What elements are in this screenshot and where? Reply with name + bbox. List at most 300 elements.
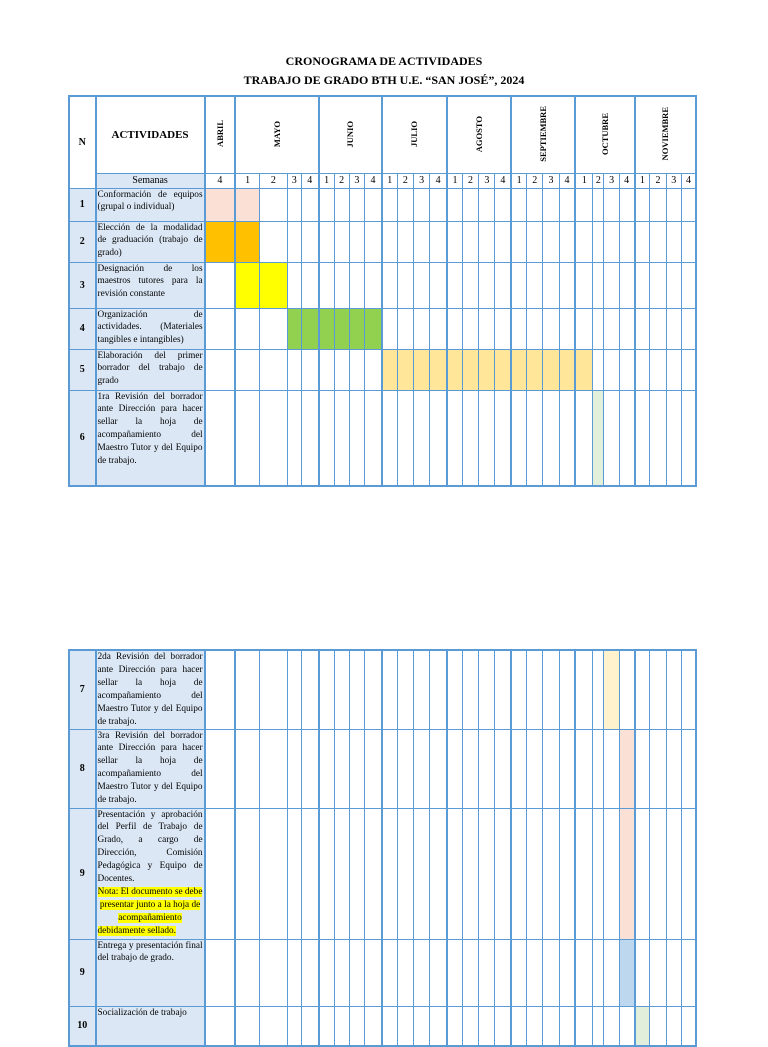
schedule-cell <box>604 349 619 390</box>
schedule-cell <box>666 650 681 729</box>
activity-row <box>69 939 696 1006</box>
schedule-cell <box>495 650 511 729</box>
activity-description-cell <box>96 349 205 390</box>
schedule-cell <box>382 729 397 808</box>
activity-description-cell <box>96 1006 205 1046</box>
schedule-cell <box>301 729 318 808</box>
activity-row <box>69 308 696 349</box>
schedule-cell <box>495 390 511 486</box>
schedule-cell <box>635 650 650 729</box>
month-label: AGOSTO <box>474 115 485 152</box>
month-label: OCTUBRE <box>599 112 610 155</box>
schedule-cell <box>319 1006 334 1046</box>
schedule-cell <box>349 308 364 349</box>
week-number: 1 <box>511 173 526 188</box>
schedule-cell <box>559 262 575 308</box>
schedule-cell <box>559 650 575 729</box>
schedule-cell <box>575 808 592 939</box>
schedule-cell <box>479 221 495 262</box>
schedule-cell <box>235 390 259 486</box>
schedule-cell <box>430 390 447 486</box>
week-number: 3 <box>349 173 364 188</box>
activity-number: 3 <box>69 262 96 308</box>
month-label: JULIO <box>409 120 420 147</box>
schedule-cell <box>527 308 543 349</box>
schedule-cell <box>430 262 447 308</box>
schedule-cell <box>635 349 650 390</box>
week-number: 4 <box>430 173 447 188</box>
schedule-cell <box>635 808 650 939</box>
schedule-cell <box>650 308 666 349</box>
schedule-cell <box>349 349 364 390</box>
week-number: 1 <box>382 173 397 188</box>
weeks-header-row <box>69 173 696 188</box>
week-number: 3 <box>543 173 559 188</box>
schedule-cell <box>604 808 619 939</box>
schedule-cell <box>462 939 478 1006</box>
schedule-cell <box>334 262 349 308</box>
schedule-cell <box>511 808 526 939</box>
schedule-cell <box>462 262 478 308</box>
week-number: 2 <box>650 173 666 188</box>
activity-number: 7 <box>69 650 96 729</box>
schedule-cell <box>527 650 543 729</box>
month-header <box>575 96 634 173</box>
schedule-cell <box>235 262 259 308</box>
schedule-cell <box>650 650 666 729</box>
activity-number: 6 <box>69 390 96 486</box>
schedule-cell <box>635 939 650 1006</box>
schedule-cell <box>413 349 429 390</box>
schedule-cell <box>511 221 526 262</box>
schedule-cell <box>205 188 236 221</box>
schedule-cell <box>527 390 543 486</box>
schedule-cell <box>205 390 236 486</box>
schedule-cell <box>260 221 288 262</box>
schedule-cell <box>334 349 349 390</box>
schedule-cell <box>319 650 334 729</box>
schedule-cell <box>319 729 334 808</box>
schedule-cell <box>681 650 696 729</box>
schedule-cell <box>462 808 478 939</box>
schedule-cell <box>447 729 462 808</box>
schedule-cell <box>604 1006 619 1046</box>
week-number: 4 <box>205 173 236 188</box>
schedule-cell <box>382 390 397 486</box>
schedule-cell <box>447 939 462 1006</box>
schedule-cell <box>543 808 559 939</box>
week-number: 1 <box>635 173 650 188</box>
schedule-cell <box>349 188 364 221</box>
schedule-cell <box>650 188 666 221</box>
schedule-cell <box>635 188 650 221</box>
schedule-cell <box>593 262 604 308</box>
schedule-cell <box>543 1006 559 1046</box>
activity-description-cell <box>96 939 205 1006</box>
schedule-cell <box>413 221 429 262</box>
column-header-n: N <box>69 96 96 188</box>
schedule-cell <box>287 262 301 308</box>
schedule-cell <box>365 221 382 262</box>
schedule-cell <box>260 308 288 349</box>
schedule-cell <box>382 1006 397 1046</box>
month-label: MAYO <box>271 120 282 147</box>
activity-description-cell <box>96 262 205 308</box>
schedule-cell <box>205 939 236 1006</box>
schedule-cell <box>527 262 543 308</box>
activity-description: Socialización de trabajo <box>97 1007 187 1018</box>
schedule-cell <box>575 939 592 1006</box>
schedule-cell <box>666 729 681 808</box>
schedule-cell <box>413 808 429 939</box>
schedule-cell <box>413 939 429 1006</box>
schedule-cell <box>382 188 397 221</box>
schedule-cell <box>495 349 511 390</box>
activity-row <box>69 188 696 221</box>
schedule-cell <box>650 221 666 262</box>
schedule-cell <box>604 939 619 1006</box>
activity-number: 4 <box>69 308 96 349</box>
activity-row <box>69 349 696 390</box>
schedule-cell <box>559 1006 575 1046</box>
schedule-cell <box>593 188 604 221</box>
schedule-cell <box>650 262 666 308</box>
activity-row <box>69 729 696 808</box>
schedule-cell <box>462 221 478 262</box>
schedule-cell <box>593 729 604 808</box>
schedule-cell <box>650 808 666 939</box>
schedule-cell <box>527 939 543 1006</box>
schedule-cell <box>235 188 259 221</box>
schedule-cell <box>235 308 259 349</box>
activity-description: 2da Revisión del borrador ante Dirección para hacer sellar la hoja de acompañamiento del Maestro Tutor y del Equipo de trabajo. <box>97 652 203 727</box>
week-number: 4 <box>559 173 575 188</box>
schedule-cell <box>397 939 413 1006</box>
week-number: 1 <box>575 173 592 188</box>
schedule-cell <box>235 939 259 1006</box>
schedule-cell <box>604 262 619 308</box>
week-number: 1 <box>235 173 259 188</box>
schedule-cell <box>447 308 462 349</box>
schedule-cell <box>334 650 349 729</box>
schedule-cell <box>413 262 429 308</box>
schedule-cell <box>365 729 382 808</box>
schedule-cell <box>287 390 301 486</box>
activity-number: 9 <box>69 939 96 1006</box>
schedule-cell <box>650 1006 666 1046</box>
activity-number: 9 <box>69 808 96 939</box>
activity-row <box>69 221 696 262</box>
schedule-cell <box>413 390 429 486</box>
schedule-cell <box>495 939 511 1006</box>
activity-description-cell <box>96 808 205 939</box>
schedule-cell <box>479 808 495 939</box>
schedule-cell <box>635 221 650 262</box>
schedule-cell <box>604 188 619 221</box>
schedule-cell <box>287 221 301 262</box>
schedule-cell <box>365 262 382 308</box>
week-number: 1 <box>447 173 462 188</box>
schedule-cell <box>604 308 619 349</box>
schedule-cell <box>462 188 478 221</box>
schedule-cell <box>681 808 696 939</box>
schedule-cell <box>205 262 236 308</box>
schedule-cell <box>287 349 301 390</box>
schedule-cell <box>604 221 619 262</box>
schedule-cell <box>635 729 650 808</box>
activity-row <box>69 808 696 939</box>
schedule-cell <box>593 939 604 1006</box>
schedule-cell <box>619 308 634 349</box>
schedule-cell <box>666 262 681 308</box>
schedule-cell <box>559 221 575 262</box>
schedule-cell <box>430 1006 447 1046</box>
week-number: 3 <box>287 173 301 188</box>
schedule-cell <box>593 221 604 262</box>
schedule-cell <box>559 188 575 221</box>
schedule-cell <box>495 221 511 262</box>
schedule-cell <box>593 349 604 390</box>
schedule-cell <box>462 1006 478 1046</box>
schedule-cell <box>575 390 592 486</box>
schedule-cell <box>430 939 447 1006</box>
activity-row <box>69 390 696 486</box>
activity-description-cell <box>96 221 205 262</box>
schedule-cell <box>666 308 681 349</box>
schedule-cell <box>235 729 259 808</box>
schedule-cell <box>205 349 236 390</box>
schedule-cell <box>301 390 318 486</box>
column-header-activities: ACTIVIDADES <box>96 96 205 173</box>
schedule-cell <box>301 349 318 390</box>
month-header <box>235 96 319 173</box>
schedule-cell <box>635 390 650 486</box>
schedule-cell <box>511 650 526 729</box>
schedule-cell <box>619 349 634 390</box>
schedule-cell <box>479 349 495 390</box>
schedule-cell <box>527 349 543 390</box>
schedule-cell <box>205 1006 236 1046</box>
schedule-cell <box>511 1006 526 1046</box>
schedule-cell <box>430 308 447 349</box>
schedule-cell <box>681 939 696 1006</box>
activity-description: Designación de los maestros tutores para la revisión constante <box>97 263 203 300</box>
schedule-cell <box>447 1006 462 1046</box>
document-title: CRONOGRAMA DE ACTIVIDADES <box>285 54 483 68</box>
schedule-cell <box>635 1006 650 1046</box>
schedule-cell <box>260 650 288 729</box>
schedule-cell <box>397 308 413 349</box>
schedule-cell <box>349 650 364 729</box>
month-header-row <box>69 96 696 173</box>
schedule-cell <box>681 349 696 390</box>
schedule-cell <box>575 262 592 308</box>
schedule-cell <box>319 188 334 221</box>
schedule-cell <box>334 1006 349 1046</box>
schedule-cell <box>575 729 592 808</box>
schedule-cell <box>619 188 634 221</box>
schedule-cell <box>334 729 349 808</box>
schedule-cell <box>527 1006 543 1046</box>
schedule-cell <box>397 262 413 308</box>
schedule-cell <box>543 650 559 729</box>
schedule-cell <box>447 221 462 262</box>
schedule-cell <box>319 349 334 390</box>
schedule-cell <box>575 650 592 729</box>
schedule-cell <box>349 262 364 308</box>
schedule-cell <box>301 808 318 939</box>
schedule-cell <box>397 390 413 486</box>
schedule-cell <box>397 1006 413 1046</box>
schedule-cell <box>287 188 301 221</box>
schedule-cell <box>430 188 447 221</box>
schedule-cell <box>681 308 696 349</box>
schedule-cell <box>575 221 592 262</box>
schedule-cell <box>543 939 559 1006</box>
activity-description-cell <box>96 729 205 808</box>
schedule-cell <box>495 262 511 308</box>
schedule-cell <box>260 729 288 808</box>
schedule-cell <box>559 349 575 390</box>
schedule-cell <box>681 390 696 486</box>
schedule-cell <box>430 808 447 939</box>
month-label: SEPTIEMBRE <box>538 105 549 162</box>
schedule-cell <box>235 808 259 939</box>
schedule-cell <box>619 650 634 729</box>
schedule-cell <box>479 729 495 808</box>
schedule-cell <box>559 308 575 349</box>
activity-description: 1ra Revisión del borrador ante Dirección para hacer sellar la hoja de acompañamiento del Maestro Tutor y del Equipo de trabajo. <box>97 391 203 467</box>
schedule-cell <box>462 308 478 349</box>
schedule-cell <box>205 729 236 808</box>
schedule-cell <box>319 308 334 349</box>
activity-description: 3ra Revisión del borrador ante Dirección para hacer sellar la hoja de acompañamiento del Maestro Tutor y del Equipo de trabajo. <box>97 730 203 806</box>
activity-row <box>69 262 696 308</box>
schedule-cell <box>593 390 604 486</box>
activity-description-cell <box>96 308 205 349</box>
schedule-cell <box>511 729 526 808</box>
schedule-cell <box>511 390 526 486</box>
schedule-cell <box>301 308 318 349</box>
month-header <box>382 96 447 173</box>
schedule-cell <box>495 808 511 939</box>
schedule-cell <box>619 808 634 939</box>
schedule-cell <box>287 1006 301 1046</box>
schedule-cell <box>382 308 397 349</box>
schedule-cell <box>527 729 543 808</box>
schedule-cell <box>479 650 495 729</box>
schedule-cell <box>413 729 429 808</box>
schedule-cell <box>559 390 575 486</box>
schedule-cell <box>619 729 634 808</box>
schedule-cell <box>511 939 526 1006</box>
schedule-cell <box>447 188 462 221</box>
month-header <box>319 96 382 173</box>
schedule-cell <box>260 262 288 308</box>
schedule-cell <box>619 1006 634 1046</box>
activity-description: Organización de actividades. (Materiales tangibles e intangibles) <box>97 309 203 346</box>
schedule-cell <box>397 221 413 262</box>
schedule-cell <box>334 188 349 221</box>
schedule-cell <box>511 308 526 349</box>
schedule-cell <box>666 221 681 262</box>
week-number: 4 <box>619 173 634 188</box>
schedule-cell <box>681 188 696 221</box>
schedule-cell <box>527 188 543 221</box>
activity-description: Presentación y aprobación del Perfil de Trabajo de Grado, a cargo de Dirección, Comisión Pedagógica y Equipo de Docentes. <box>97 809 203 885</box>
schedule-cell <box>447 349 462 390</box>
week-number: 3 <box>604 173 619 188</box>
schedule-cell <box>397 808 413 939</box>
schedule-cell <box>319 939 334 1006</box>
schedule-cell <box>260 1006 288 1046</box>
schedule-cell <box>301 221 318 262</box>
schedule-cell <box>593 1006 604 1046</box>
schedule-cell <box>527 221 543 262</box>
week-number: 4 <box>365 173 382 188</box>
schedule-cell <box>235 221 259 262</box>
schedule-cell <box>349 729 364 808</box>
schedule-cell <box>681 221 696 262</box>
schedule-cell <box>681 1006 696 1046</box>
schedule-cell <box>205 808 236 939</box>
schedule-cell <box>650 390 666 486</box>
schedule-cell <box>319 262 334 308</box>
schedule-cell <box>334 808 349 939</box>
month-label: ABRIL <box>214 120 225 148</box>
schedule-cell <box>619 390 634 486</box>
schedule-cell <box>382 808 397 939</box>
schedule-cell <box>559 729 575 808</box>
schedule-cell <box>462 349 478 390</box>
schedule-cell <box>495 1006 511 1046</box>
week-number: 2 <box>397 173 413 188</box>
schedule-cell <box>447 650 462 729</box>
schedule-cell <box>575 349 592 390</box>
activity-description: Elaboración del primer borrador del trabajo de grado <box>97 350 203 387</box>
schedule-cell <box>462 729 478 808</box>
schedule-cell <box>365 650 382 729</box>
activity-description-cell <box>96 650 205 729</box>
schedule-cell <box>635 262 650 308</box>
schedule-cell <box>666 390 681 486</box>
schedule-cell <box>495 729 511 808</box>
schedule-cell <box>349 1006 364 1046</box>
schedule-cell <box>349 390 364 486</box>
week-number: 1 <box>319 173 334 188</box>
schedule-cell <box>382 349 397 390</box>
schedule-cell <box>430 729 447 808</box>
schedule-cell <box>287 308 301 349</box>
schedule-cell <box>205 650 236 729</box>
schedule-cell <box>575 188 592 221</box>
schedule-cell <box>495 188 511 221</box>
activity-number: 5 <box>69 349 96 390</box>
schedule-table-page-1 <box>68 95 697 487</box>
month-label: NOVIEMBRE <box>660 107 671 161</box>
schedule-cell <box>382 939 397 1006</box>
schedule-cell <box>365 349 382 390</box>
schedule-cell <box>319 221 334 262</box>
month-label: JUNIO <box>345 120 356 147</box>
schedule-cell <box>527 808 543 939</box>
schedule-cell <box>430 349 447 390</box>
schedule-cell <box>543 349 559 390</box>
schedule-cell <box>666 188 681 221</box>
schedule-cell <box>397 188 413 221</box>
schedule-cell <box>413 1006 429 1046</box>
schedule-cell <box>511 349 526 390</box>
